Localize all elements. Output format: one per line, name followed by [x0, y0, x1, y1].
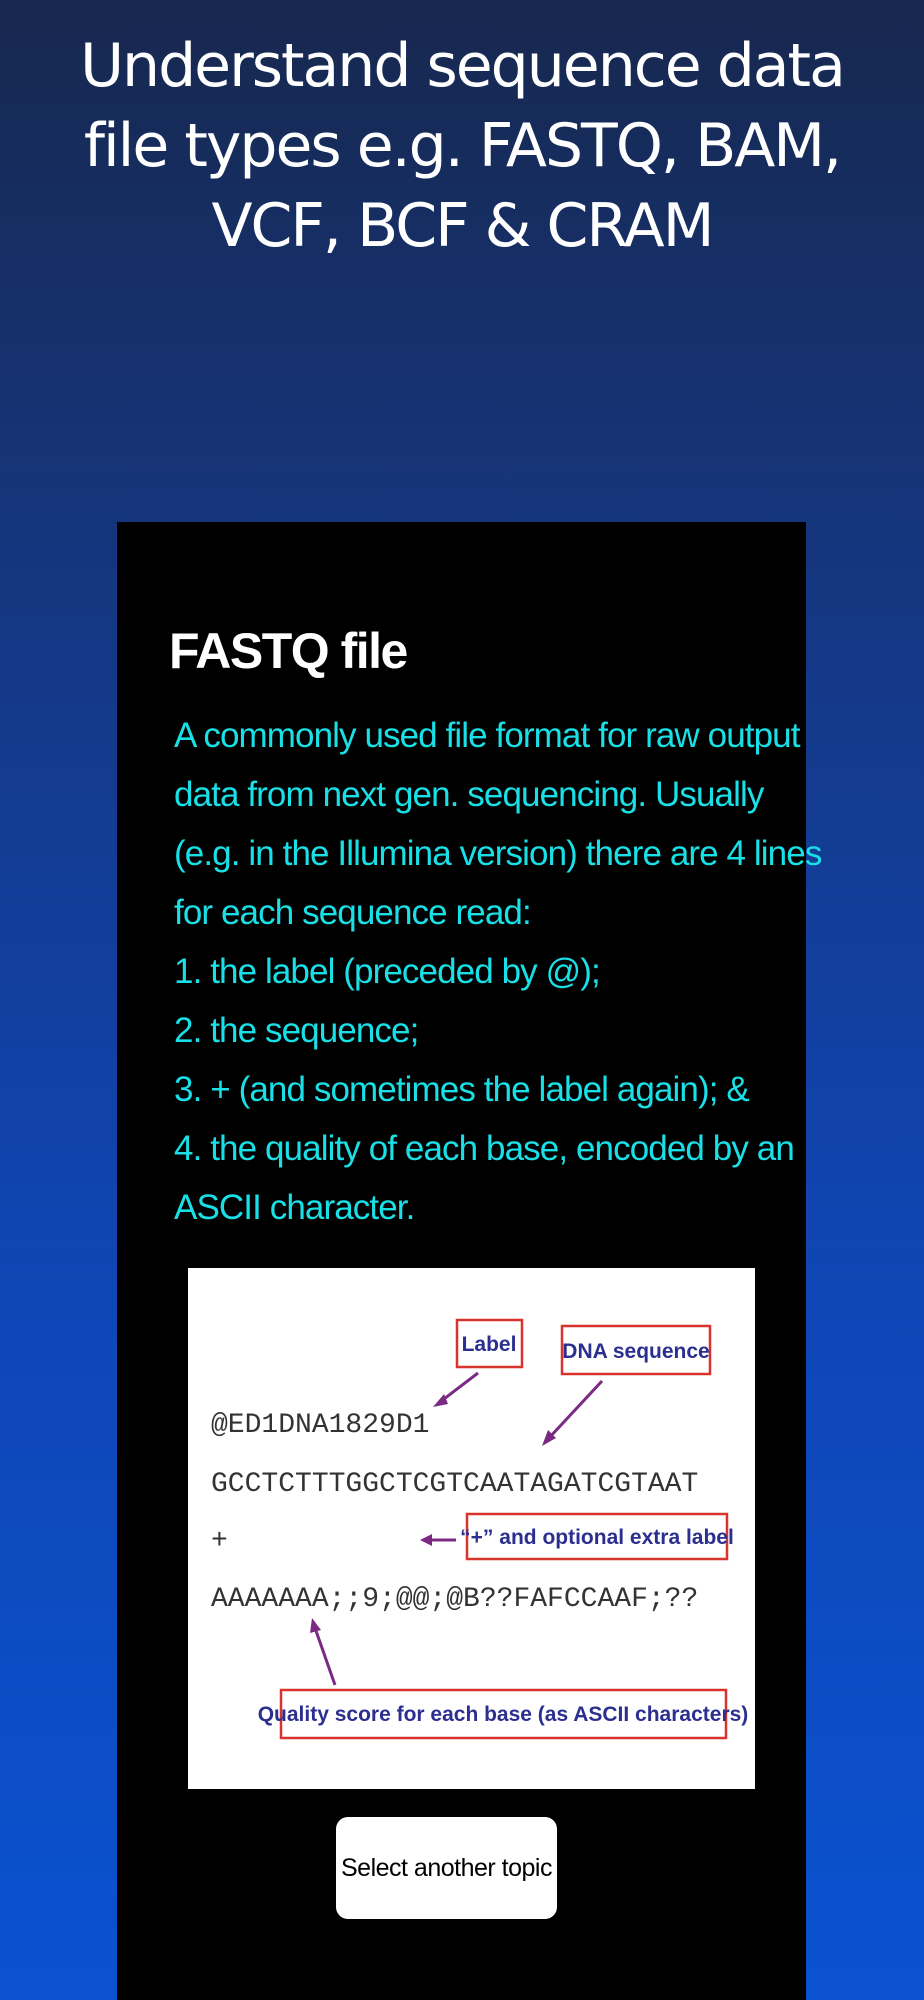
fastq-example-figure	[188, 1268, 755, 1789]
dna-sequence-callout-text: DNA sequence	[562, 1340, 710, 1363]
description-line: data from next gen. sequencing. Usually	[174, 775, 764, 814]
content-card	[117, 522, 822, 2000]
record-sequence-line: GCCTCTTTGGCTCGTCAATAGATCGTAAT	[211, 1469, 699, 1500]
fastq-diagram	[188, 1268, 755, 1789]
label-arrow	[440, 1373, 478, 1402]
select-another-topic-button[interactable]: Select another topic	[336, 1817, 557, 1919]
plus-line-arrowhead	[420, 1534, 432, 1546]
dna-sequence-arrow	[549, 1381, 602, 1438]
description-line: 1. the label (preceded by @);	[174, 952, 600, 991]
description-line: A commonly used file format for raw output	[174, 716, 800, 755]
description-line: 4. the quality of each base, encoded by an	[174, 1129, 794, 1168]
quality-arrowhead	[310, 1618, 321, 1633]
page-title: Understand sequence data file types e.g. FASTQ, BAM, VCF, BCF & CRAM	[80, 31, 844, 261]
quality-callout-text: Quality score for each base (as ASCII characters)	[257, 1703, 749, 1726]
description-line: 3. + (and sometimes the label again); &	[174, 1070, 749, 1109]
record-quality-line: AAAAAAA;;9;@@;@B??FAFCCAAF;??	[211, 1584, 699, 1615]
card-description	[174, 706, 822, 1237]
quality-arrow	[315, 1628, 335, 1685]
record-plus-line: +	[211, 1526, 228, 1557]
label-callout-text: Label	[461, 1333, 517, 1356]
description-line: 2. the sequence;	[174, 1011, 419, 1050]
description-line: ASCII character.	[174, 1188, 415, 1227]
record-label-line: @ED1DNA1829D1	[211, 1410, 430, 1441]
description-line: for each sequence read:	[174, 893, 531, 932]
description-line: (e.g. in the Illumina version) there are 4 lines	[174, 834, 822, 873]
card-heading: FASTQ file	[169, 623, 407, 679]
plus-line-callout-text: “+” and optional extra label	[460, 1526, 734, 1549]
